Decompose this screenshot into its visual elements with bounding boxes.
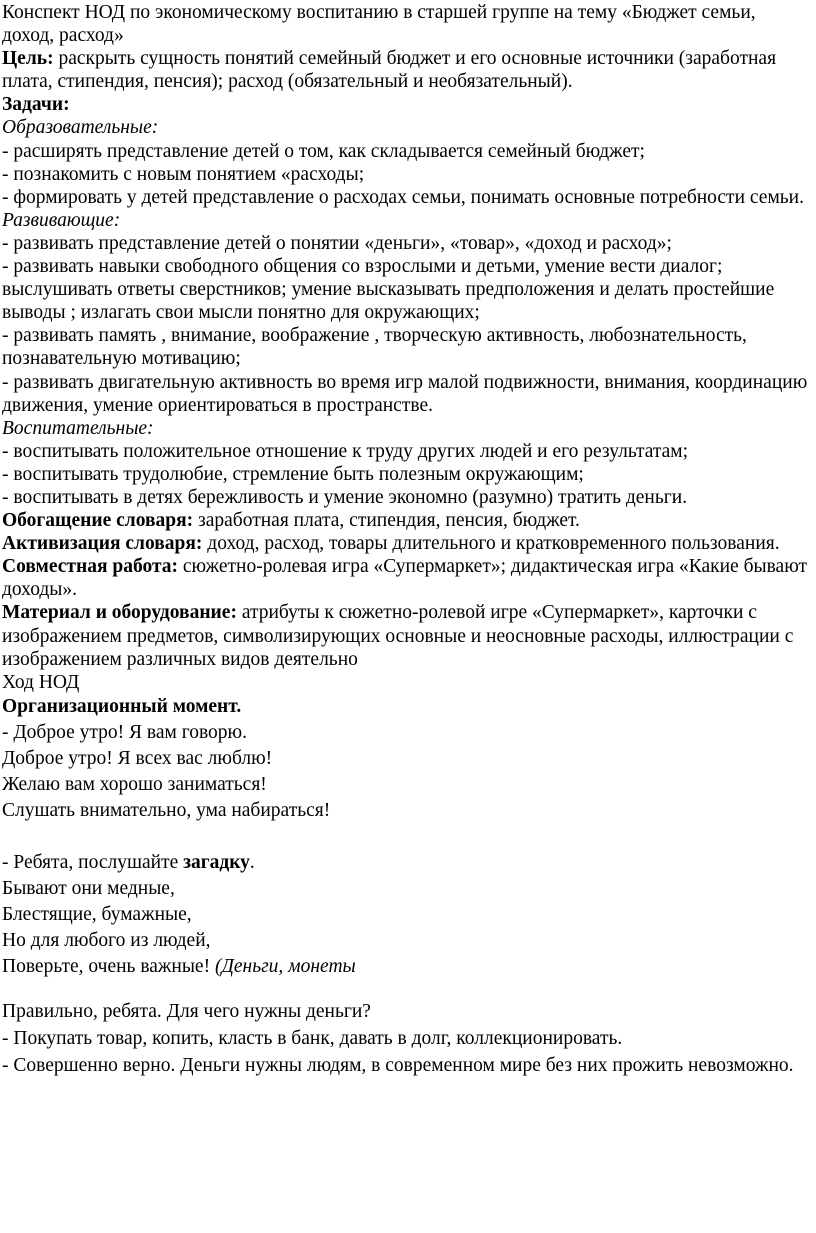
- greeting-line: Желаю вам хорошо заниматься!: [2, 773, 267, 795]
- greeting-section: [2, 694, 808, 980]
- vocab-enrich-paragraph: [2, 509, 808, 532]
- riddle-intro-text: - Ребята, послушайте: [2, 851, 184, 873]
- tasks-heading: Задачи:: [2, 94, 70, 116]
- joint-work-text: сюжетно-ролевая игра «Супермаркет»; дидактическая игра «Какие бывают доходы».: [2, 556, 808, 601]
- greeting-line: Слушать внимательно, ума набираться!: [2, 799, 331, 821]
- dialogue-line: Правильно, ребята. Для чего нужны деньги?: [2, 1000, 371, 1022]
- materials-paragraph: [2, 601, 808, 670]
- list-item: - расширять представление детей о том, как складывается семейный бюджет;: [2, 140, 645, 162]
- riddle-line: Но для любого из людей,: [2, 929, 211, 951]
- riddle-intro-end: .: [249, 851, 255, 873]
- goal-text: раскрыть сущность понятий семейный бюджет и его основные источники (заработная плата, стипендия, пенсия); расход (обязательный и необязательный).: [2, 48, 777, 93]
- vocab-activate-paragraph: [2, 532, 808, 555]
- goal-paragraph: [2, 47, 808, 93]
- riddle-line: Блестящие, бумажные,: [2, 903, 192, 925]
- list-item: - познакомить с новым понятием «расходы;: [2, 163, 365, 185]
- dialogue-line: - Совершенно верно. Деньги нужны людям, в современном мире без них прожить невозможно.: [2, 1054, 794, 1076]
- dialogue-line: - Покупать товар, копить, класть в банк, давать в долг, коллекционировать.: [2, 1027, 623, 1049]
- org-moment-heading: Организационный момент.: [2, 695, 242, 717]
- goal-label: Цель:: [2, 48, 54, 70]
- materials-text: атрибуты к сюжетно-ролевой игре «Супермаркет», карточки с изображением предметов, символизирующих основные и неосновные расходы, иллюстрации с изображением различных видов деятельно: [2, 602, 794, 670]
- joint-work-paragraph: [2, 555, 808, 601]
- riddle-line: Бывают они медные,: [2, 877, 175, 899]
- spacer: [2, 824, 808, 850]
- materials-label: Материал и оборудование:: [2, 602, 237, 624]
- list-item: - воспитывать трудолюбие, стремление быть полезным окружающим;: [2, 463, 584, 485]
- list-item: - развивать представление детей о понятии «деньги», «товар», «доход и расход»;: [2, 232, 672, 254]
- educational-heading: Образовательные:: [2, 117, 159, 139]
- vocab-activate-text: доход, расход, товары длительного и кратковременного пользования.: [202, 533, 780, 555]
- greeting-line: - Доброе утро! Я вам говорю.: [2, 721, 247, 743]
- riddle-last-text: Поверьте, очень важные!: [2, 955, 215, 977]
- riddle-answer: (Деньги, монеты: [214, 955, 356, 977]
- vocab-activate-label: Активизация словаря:: [2, 533, 203, 555]
- list-item: - развивать память , внимание, воображение , творческую активность, любознательность, познавательную мотивацию;: [2, 325, 747, 370]
- joint-work-label: Совместная работа:: [2, 556, 179, 578]
- course-heading: Ход НОД: [2, 671, 80, 693]
- riddle-last-line: [2, 954, 808, 980]
- developing-heading: Развивающие:: [2, 209, 121, 231]
- list-item: - воспитывать в детях бережливость и умение экономно (разумно) тратить деньги.: [2, 486, 688, 508]
- upbringing-heading: Воспитательные:: [2, 417, 154, 439]
- list-item: - развивать двигательную активность во время игр малой подвижности, внимания, координацию движения, умение ориентироваться в пространстве.: [2, 371, 808, 416]
- greeting-line: Доброе утро! Я всех вас люблю!: [2, 747, 273, 769]
- list-item: - формировать у детей представление о расходах семьи, понимать основные потребности семьи.: [2, 186, 804, 208]
- vocab-enrich-label: Обогащение словаря:: [2, 510, 194, 532]
- dialogue-section: [2, 998, 808, 1079]
- list-item: - воспитывать положительное отношение к труду других людей и его результатам;: [2, 440, 689, 462]
- riddle-word: загадку: [183, 851, 250, 873]
- document-title: Конспект НОД по экономическому воспитанию в старшей группе на тему «Бюджет семьи, доход, расход»: [2, 2, 756, 47]
- riddle-intro: [2, 850, 808, 876]
- vocab-enrich-text: заработная плата, стипендия, пенсия, бюджет.: [193, 510, 580, 532]
- list-item: - развивать навыки свободного общения со взрослыми и детьми, умение вести диалог; выслушивать ответы сверстников; умение высказывать предположения и делать простейшие выводы ; излагать свои мысли понятно для окружающих;: [2, 256, 775, 324]
